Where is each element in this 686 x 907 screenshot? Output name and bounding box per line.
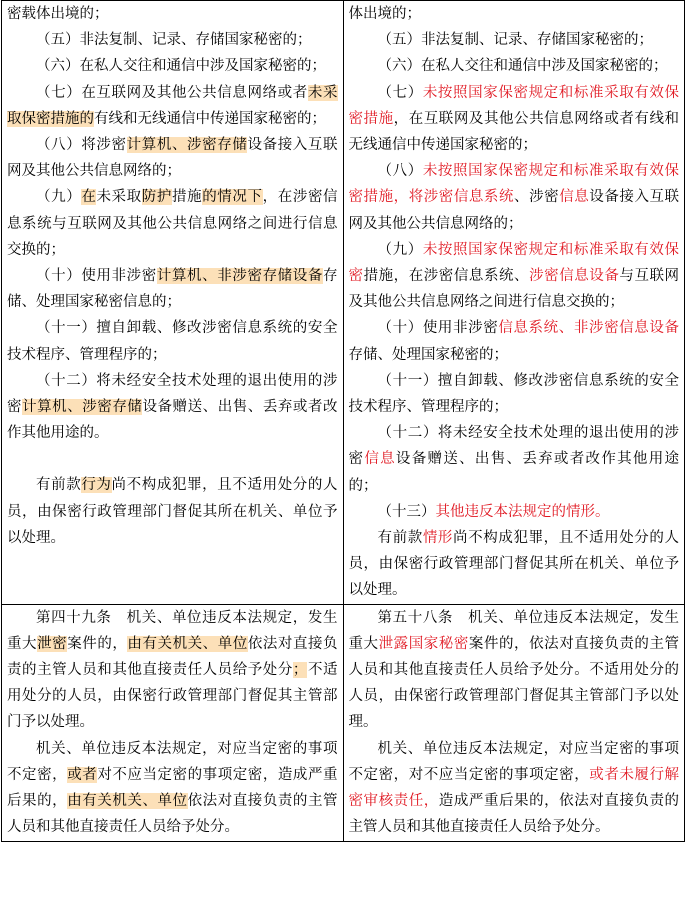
highlighted-text: 泄密 (37, 635, 68, 652)
clause-paragraph (7, 184, 338, 263)
revised-text: 信息系统、非涉密信息设备 (498, 320, 680, 337)
clause-paragraph (349, 237, 680, 316)
clause-text: 对不应当定密的事项定密，造成严重后果的， (7, 766, 338, 810)
clause-paragraph (349, 53, 680, 79)
clause-text: 设备接入互联网及其他公共信息网络的； (7, 137, 338, 180)
clause-text: 尚不构成犯罪，且不适用处分的人员，由保密行政管理部门督促其所在机关、单位予以处理。 (348, 530, 680, 599)
clause-paragraph (349, 736, 680, 841)
revised-text: 未按照国家保密规定和标准采取有效保密 (348, 241, 680, 285)
clause-paragraph (7, 1, 338, 27)
clause-paragraph (7, 53, 338, 79)
clause-text: 不适用处分的人员，由保密行政管理部门督促其主管部门予以处理。 (7, 662, 338, 731)
clause-paragraph (349, 368, 680, 420)
clause-paragraph (7, 736, 338, 841)
highlighted-text: 计算机、非涉密存储设备 (156, 268, 324, 285)
clause-text: （十二）将未经安全技术处理的退出使用的涉密 (348, 425, 679, 468)
clause-text: 第四十九条 机关、单位违反本法规定，发生重大 (7, 609, 338, 652)
clause-text: （五）非法复制、记录、存储国家秘密的； (36, 32, 312, 49)
clause-paragraph (7, 315, 338, 367)
clause-text: 有线和无线通信中传递国家秘密的； (94, 110, 326, 127)
revised-text: 涉密信息设备 (529, 268, 620, 285)
clause-text: （十一）擅自卸载、修改涉密信息系统的安全技术程序、管理程序的； (7, 320, 338, 363)
revised-text: 泄露国家秘密 (378, 635, 469, 652)
clause-text: 第五十八条 机关、单位违反本法规定，发生重大 (348, 609, 679, 652)
clause-text: （十三） (377, 503, 436, 520)
revised-text: 其他违反本法规定的情形。 (435, 503, 610, 520)
revised-text: 未按照国家保密规定和标准采取有效保密措施 (348, 84, 680, 127)
old-law-cell (2, 1, 344, 605)
clause-text: （十二）将未经安全技术处理的退出使用的涉密 (7, 372, 338, 416)
clause-text: 未采取 (96, 189, 142, 206)
clause-text: 与互联网及其他公共信息网络之间进行信息交换的； (348, 268, 680, 311)
clause-text: 依法对直接负责的主管人员和其他直接责任人员给予处分。 (7, 793, 338, 836)
clause-text: 体出境的； (348, 6, 421, 22)
clause-paragraph (349, 80, 680, 159)
clause-text: 尚不构成犯罪，且不适用处分的人员，由保密行政管理部门督促其所在机关、单位予以处理。 (7, 477, 338, 546)
clause-text: （九） (377, 241, 423, 258)
clause-text: 有前款 (377, 530, 423, 547)
clause-paragraph (349, 1, 680, 27)
highlighted-text: 由有关机关、单位 (67, 793, 188, 810)
clause-text: 密载体出境的； (7, 6, 109, 22)
clause-text: （十）使用非涉密 (36, 268, 157, 285)
highlighted-text: 未采取保密措施的 (7, 84, 338, 127)
clause-paragraph (349, 499, 680, 525)
clause-paragraph (7, 368, 338, 447)
clause-text: 依法对直接负责的主管人员和其他直接责任人员给予处分 (7, 635, 338, 679)
clause-text: （五）非法复制、记录、存储国家秘密的； (377, 32, 653, 49)
highlighted-text: 行为 (81, 477, 112, 494)
clause-paragraph (349, 525, 680, 604)
revised-text: 未按照国家保密规定和标准采取有效保密措施，将涉密信息系统 (348, 163, 680, 206)
table-row (2, 1, 685, 605)
table-row (2, 604, 685, 841)
highlighted-text: 计算机、涉密存储 (126, 137, 248, 154)
clause-text: ，在涉密信息系统与互联网及其他公共信息网络之间进行信息交换的； (7, 189, 338, 258)
clause-text: （九） (36, 189, 82, 206)
comparison-body (2, 1, 685, 842)
clause-paragraph (7, 132, 338, 184)
revised-text: 信息 (559, 189, 590, 206)
highlighted-text: 在 (81, 189, 97, 206)
highlighted-text: 由有关机关、单位 (127, 635, 248, 652)
comparison-table (1, 0, 685, 842)
clause-text: 有前款 (36, 477, 82, 494)
clause-text: 设备赠送、出售、丢弃或者改作其他用途的。 (7, 399, 338, 442)
clause-text: （七）在互联网及其他公共信息网络或者 (36, 84, 308, 101)
clause-text: 设备接入互联网及其他公共信息网络的； (348, 189, 680, 232)
clause-paragraph (349, 420, 680, 499)
clause-text: 存储、处理国家秘密信息的； (7, 268, 338, 311)
clause-paragraph (349, 315, 680, 367)
clause-text: （八）将涉密 (36, 137, 127, 154)
revised-text: 情形 (422, 530, 454, 547)
new-law-cell (343, 1, 685, 605)
clause-paragraph (7, 263, 338, 315)
clause-text: 存储、处理国家秘密的； (348, 346, 508, 363)
clause-paragraph (7, 80, 338, 132)
clause-paragraph (349, 158, 680, 237)
revised-text: 或者未履行解密审核责任， (348, 766, 680, 810)
clause-paragraph (7, 472, 338, 551)
clause-text: （八） (377, 163, 423, 180)
clause-text: 机关、单位违反本法规定，对应当定密的事项不定密，对不应当定密的事项定密， (348, 740, 679, 783)
clause-text: （十）使用非涉密 (377, 320, 499, 337)
clause-text: ，在互联网及其他公共信息网络或者有线和无线通信中传递国家秘密的； (348, 110, 680, 154)
highlighted-text: ； (292, 662, 308, 679)
highlighted-text: 或者 (67, 766, 98, 783)
old-law-cell (2, 604, 344, 841)
new-law-cell (343, 604, 685, 841)
clause-text: 措施，在涉密信息系统、 (363, 268, 530, 285)
clause-text: 、涉密 (514, 189, 560, 206)
revised-text: 信息 (364, 451, 396, 468)
clause-text: （七） (377, 84, 423, 101)
clause-text: 机关、单位违反本法规定，对应当定密的事项不定密， (7, 740, 338, 783)
clause-text: 案件的，依法对直接负责的主管人员和其他直接责任人员给予处分。不适用处分的人员，由保密行政管理部门督促其主管部门予以处理。 (348, 635, 680, 731)
clause-paragraph (349, 605, 680, 736)
clause-paragraph (349, 27, 680, 53)
clause-text: 设备赠送、出售、丢弃或者改作其他用途的； (348, 451, 680, 494)
clause-text: 案件的， (67, 635, 128, 652)
clause-text: （六）在私人交往和通信中涉及国家秘密的； (377, 58, 668, 75)
clause-paragraph (7, 605, 338, 736)
clause-text: 造成严重后果的，依法对直接负责的主管人员和其他直接责任人员给予处分。 (348, 793, 680, 836)
clause-paragraph (7, 27, 338, 53)
clause-text: （六）在私人交往和通信中涉及国家秘密的； (36, 58, 326, 75)
highlighted-text: 防护 (141, 189, 172, 206)
highlighted-text: 的情况下 (202, 189, 263, 206)
clause-text: 措施 (171, 189, 203, 206)
highlighted-text: 计算机、涉密存储 (22, 399, 143, 416)
clause-text: （十一）擅自卸载、修改涉密信息系统的安全技术程序、管理程序的； (348, 372, 679, 416)
blank-line (7, 446, 338, 472)
